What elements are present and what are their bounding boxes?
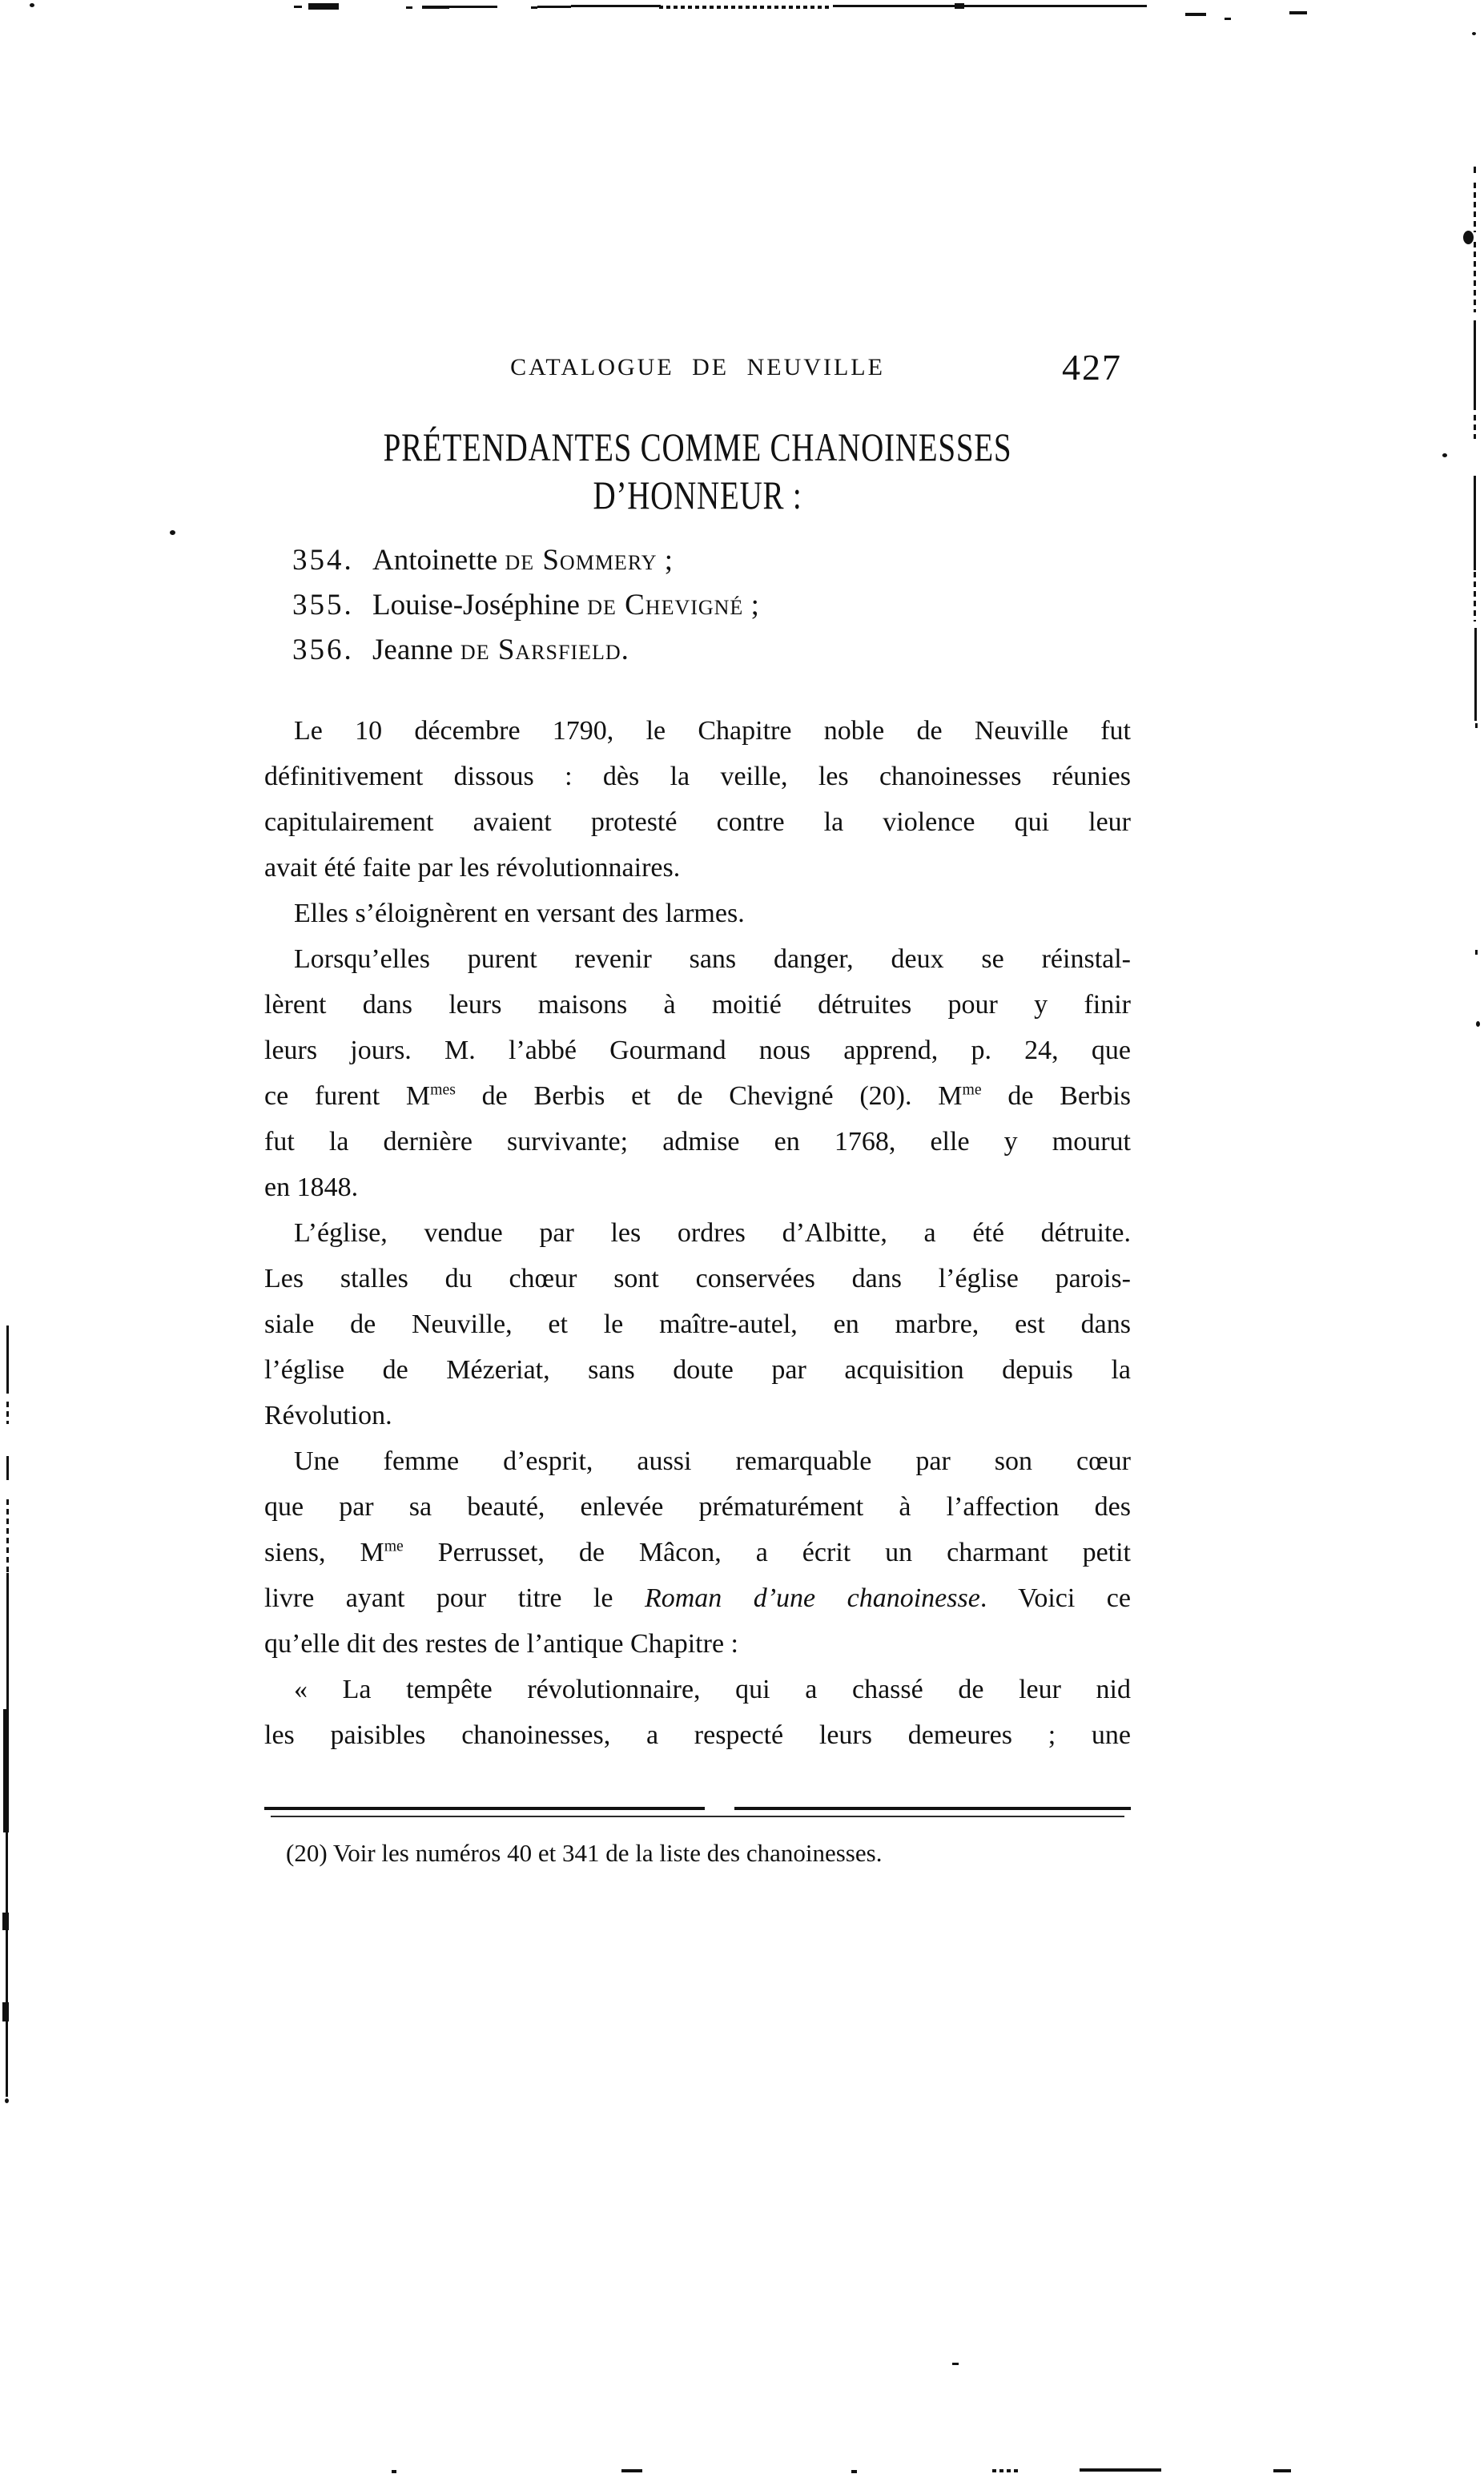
paragraph-line: Elles s’éloignèrent en versant des larmes. bbox=[294, 899, 745, 928]
footnote-rule-left bbox=[264, 1807, 705, 1810]
paragraph-line: Une femme d’esprit, aussi remarquable par son cœur bbox=[294, 1446, 1131, 1476]
scan-artifact bbox=[964, 5, 1147, 7]
paragraph-line: l’église de Mézeriat, sans doute par acquisition depuis la bbox=[264, 1355, 1131, 1385]
scan-artifact bbox=[1463, 231, 1474, 244]
chanoinesses-list bbox=[292, 538, 1125, 673]
paragraph-line: Révolution. bbox=[264, 1401, 392, 1430]
paragraph bbox=[264, 1210, 1131, 1438]
scan-artifact bbox=[2, 2002, 9, 2021]
scan-artifact bbox=[1080, 2468, 1161, 2472]
scan-artifact bbox=[952, 2363, 959, 2365]
paragraph-line: Les stalles du chœur sont conservées dans l’église parois- bbox=[264, 1264, 1131, 1293]
paragraph-line: siale de Neuville, et le maître-autel, en marbre, est dans bbox=[264, 1309, 1131, 1339]
body-paragraphs bbox=[264, 708, 1131, 1758]
footnote-rule-right bbox=[734, 1807, 1131, 1810]
paragraph-line: avait été faite par les révolutionnaires. bbox=[264, 853, 681, 883]
paragraph-line: lèrent dans leurs maisons à moitié détruites pour y finir bbox=[264, 990, 1131, 1020]
scan-artifact bbox=[6, 1832, 8, 1913]
paragraph-line: qu’elle dit des restes de l’antique Chapitre : bbox=[264, 1629, 738, 1659]
list-item bbox=[292, 538, 1125, 583]
scan-artifact bbox=[392, 2470, 396, 2473]
scan-artifact bbox=[1474, 476, 1476, 570]
paragraph-line: livre ayant pour titre le Roman d’une chanoinesse. Voici ce bbox=[264, 1583, 1131, 1613]
scan-artifact bbox=[1474, 320, 1476, 410]
section-heading-line2: D’HONNEUR : bbox=[593, 473, 802, 517]
scan-artifact bbox=[406, 6, 412, 9]
list-item-text: Jeanne de Sarsfield. bbox=[372, 634, 629, 666]
scan-artifact bbox=[992, 2469, 1019, 2472]
list-item bbox=[292, 583, 1125, 628]
paragraph-line: en 1848. bbox=[264, 1173, 359, 1202]
paragraph bbox=[264, 936, 1131, 1210]
paragraph-line: définitivement dissous : dès la veille, les chanoinesses réunies bbox=[264, 762, 1131, 791]
scan-artifact bbox=[531, 6, 537, 9]
paragraph-line: capitulairement avaient protesté contre la violence qui leur bbox=[264, 807, 1131, 837]
scan-artifact bbox=[170, 530, 175, 535]
list-item-text: Antoinette de Sommery ; bbox=[372, 544, 674, 577]
list-item-number: 356. bbox=[292, 634, 354, 666]
scan-artifact bbox=[6, 1326, 9, 1394]
scan-artifact bbox=[1474, 167, 1476, 173]
paragraph-line: L’église, vendue par les ordres d’Albitte, a été détruite. bbox=[294, 1218, 1131, 1248]
scan-artifact bbox=[537, 6, 571, 8]
page-number: 427 bbox=[1062, 347, 1122, 388]
scan-artifact bbox=[1185, 13, 1206, 16]
paragraph-line: Le 10 décembre 1790, le Chapitre noble de Neuville fut bbox=[294, 716, 1131, 746]
scan-artifact bbox=[449, 6, 497, 8]
list-item-number: 355. bbox=[292, 589, 354, 622]
scan-artifact bbox=[621, 2469, 642, 2472]
paragraph-line: leurs jours. M. l’abbé Gourmand nous apprend, p. 24, que bbox=[264, 1036, 1131, 1065]
scan-artifact bbox=[659, 6, 831, 9]
scan-artifact bbox=[1289, 11, 1307, 14]
scan-artifact bbox=[1475, 723, 1478, 728]
scan-artifact bbox=[294, 6, 302, 8]
paragraph-line: que par sa beauté, enlevée prématurément à l’affection des bbox=[264, 1492, 1131, 1522]
scan-artifact bbox=[30, 3, 34, 7]
scan-artifact bbox=[1474, 572, 1476, 622]
scan-artifact bbox=[571, 5, 661, 7]
paragraph bbox=[264, 1667, 1131, 1758]
list-item-text: Louise-Joséphine de Chevigné ; bbox=[372, 589, 759, 622]
scan-artifact bbox=[3, 1709, 9, 1832]
paragraph-line: les paisibles chanoinesses, a respecté leurs demeures ; une bbox=[264, 1720, 1131, 1750]
section-heading bbox=[264, 423, 1131, 519]
paragraph bbox=[264, 708, 1131, 891]
paragraph-line: ce furent $M^{mes}$ de Berbis et de Chevigné (20). $M^{me}$ de Berbis bbox=[264, 1080, 1132, 1111]
scan-artifact bbox=[1474, 415, 1476, 439]
paragraph bbox=[264, 1438, 1131, 1667]
footnote-rule-echo bbox=[271, 1816, 1124, 1817]
scan-artifact bbox=[6, 1499, 9, 1573]
scan-artifact bbox=[2, 1913, 9, 1930]
scan-artifact bbox=[6, 1573, 9, 1709]
paragraph-line: fut la dernière survivante; admise en 1768, elle y mourut bbox=[264, 1127, 1131, 1157]
scan-artifact bbox=[851, 2470, 857, 2473]
scan-artifact bbox=[1474, 628, 1477, 721]
paragraph-line: siens, $M^{me}$ Perrusset, de Mâcon, a écrit un charmant petit bbox=[264, 1537, 1132, 1567]
scan-artifact bbox=[1442, 453, 1447, 457]
scan-artifact bbox=[308, 3, 339, 10]
scan-artifact bbox=[6, 1402, 9, 1424]
scan-artifact bbox=[955, 3, 964, 9]
scan-artifact bbox=[1472, 32, 1476, 35]
scan-artifact bbox=[422, 6, 449, 9]
scan-artifact bbox=[1475, 950, 1478, 955]
scan-artifact bbox=[1225, 18, 1231, 20]
scan-artifact bbox=[6, 1456, 9, 1480]
scan-artifact bbox=[1474, 242, 1476, 312]
scan-artifact bbox=[6, 2021, 8, 2097]
list-item-number: 354. bbox=[292, 544, 354, 577]
list-item bbox=[292, 628, 1125, 673]
footnote: (20) Voir les numéros 40 et 341 de la liste des chanoinesses. bbox=[286, 1839, 883, 1867]
scan-artifact bbox=[833, 5, 955, 7]
paragraph-line: « La tempête révolutionnaire, qui a chassé de leur nid bbox=[294, 1675, 1131, 1704]
scan-artifact bbox=[1474, 183, 1476, 232]
scan-artifact bbox=[5, 2098, 9, 2103]
section-heading-line1: PRÉTENDANTES COMME CHANOINESSES bbox=[383, 424, 1012, 469]
paragraph bbox=[264, 891, 1131, 936]
running-header: CATALOGUE DE NEUVILLE bbox=[510, 354, 885, 380]
scan-artifact bbox=[1273, 2469, 1291, 2472]
scan-artifact bbox=[6, 1930, 8, 2002]
paragraph-line: Lorsqu’elles purent revenir sans danger, deux se réinstal- bbox=[294, 944, 1131, 974]
scan-artifact bbox=[1476, 1021, 1480, 1027]
